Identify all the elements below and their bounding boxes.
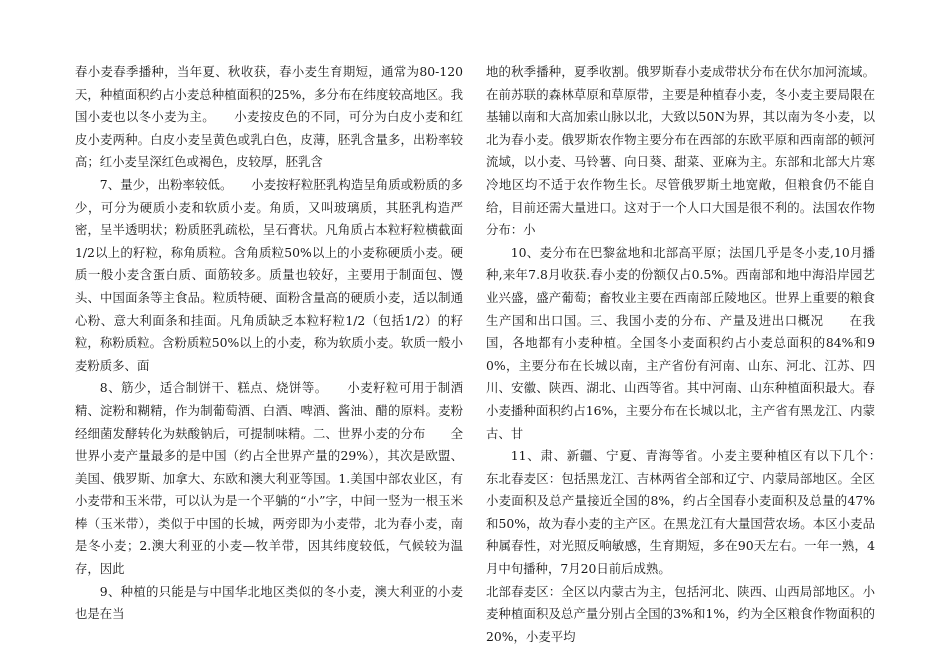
right-column [486, 61, 900, 648]
paragraph: 10、麦分布在巴黎盆地和北部高平原；法国几乎是冬小麦,10月播种,来年7.8月收获.春小麦的份额仅占0.5%。西南部和地中海沿岸园艺业兴盛，盛产葡萄；畜牧业主要在西南部丘陵地区。世界上重要的粮食生产国和出口国。三、我国小麦的分布、产量及进出口概况 在我国，各地都有小麦种植。全国冬小麦面积约占小麦总面积的84%和90%，主要分布在长城以南，主产省份有河南、山东、河北、江苏、四川、安徽、陕西、湖北、山西等省。其中河南、山东种植面积最大。春小麦播种面积约占16%，主要分布在长城以北，主产省有黑龙江、内蒙古、甘 [486, 244, 875, 441]
paragraph: 7、量少，出粉率较低。 小麦按籽粒胚乳构造呈角质或粉质的多少，可分为硬质小麦和软质小麦。角质，又叫玻璃质，其胚乳构造严密，呈半透明状；粉质胚乳疏松，呈石膏状。凡角质占本粒籽粒横截面1/2以上的籽粒，称角质粒。含角质粒50%以上的小麦称硬质小麦。硬质一般小麦含蛋白质、面筋较多。质量也较好，主要用于制面包、馒头、中国面条等主食品。粒质特硬、面粉含量高的硬质小麦，适以制通心粉、意大利面条和挂面。凡角质缺乏本粒籽粒1/2（包括1/2）的籽粒，称粉质粒。含粉质粒50%以上的小麦，称为软质小麦。软质一般小麦粉质多、面 [75, 176, 463, 373]
paragraph: 北部春麦区：全区以内蒙古为主，包括河北、陕西、山西局部地区。小麦种植面积及总产量分别占全国的3%和1%，约为全区粮食作物面积的20%，小麦平均 [486, 583, 875, 644]
paragraph: 地的秋季播种，夏季收割。俄罗斯春小麦成带状分布在伏尔加河流域。在前苏联的森林草原和草原带，主要是种植春小麦，冬小麦主要局限在基辅以南和大高加索山脉以北，大致以50N为界，其以南为冬小麦，以北为春小麦。俄罗斯农作物主要分布在西部的东欧平原和西南部的顿河流域，以小麦、马铃薯、向日葵、甜菜、亚麻为主。东部和北部大片寒冷地区均不适于农作物生长。尽管俄罗斯土地宽敞，但粮食仍不能自给，目前还需大量进口。这对于一个人口大国是很不利的。法国农作物分布：小 [486, 64, 875, 238]
paragraph: 9、种植的只能是与中国华北地区类似的冬小麦，澳大利亚的小麦也是在当 [75, 583, 463, 622]
left-column [75, 61, 463, 626]
paragraph: 11、肃、新疆、宁夏、青海等省。小麦主要种植区有以下几个： 东北春麦区：包括黑龙江、吉林两省全部和辽宁、内蒙局部地区。全区小麦面积及总产量接近全国的8%，约占全国春小麦面积及总量的47%和50%，故为春小麦的主产区。在黑龙江有大量国营农场。本区小麦品种属春性，对光照反响敏感，生育期短，多在90天左右。一年一熟，4月中旬播种，7月20日前后成熟。 [486, 448, 900, 577]
paragraph: 春小麦春季播种，当年夏、秋收获，春小麦生育期短，通常为80-120天，种植面积约占小麦总种植面积的25%，多分布在纬度较高地区。我国小麦也以冬小麦为主。 小麦按皮色的不同，可分为白皮小麦和红皮小麦两种。白皮小麦呈黄色或乳白色，皮薄，胚乳含量多，出粉率较高；红小麦呈深红色或褐色，皮较厚，胚乳含 [75, 64, 463, 170]
paragraph: 8、筋少，适合制饼干、糕点、烧饼等。 小麦籽粒可用于制酒精、淀粉和糊精，作为制葡萄酒、白酒、啤酒、酱油、醋的原料。麦粉经细菌发酵转化为麸酸钠后，可提制味精。二、世界小麦的分布 全世界小麦产量最多的是中国（约占全世界产量的29%），其次是欧盟、美国、俄罗斯、加拿大、东欧和澳大利亚等国。1.美国中部农业区，有小麦带和玉米带，可以认为是一个平躺的“小”字，中间一竖为一根玉米棒（玉米带），类似于中国的长城，两旁即为小麦带，北为春小麦，南是冬小麦；2.澳大利亚的小麦—牧羊带，因其纬度较低，气候较为温存，因此 [75, 380, 463, 577]
